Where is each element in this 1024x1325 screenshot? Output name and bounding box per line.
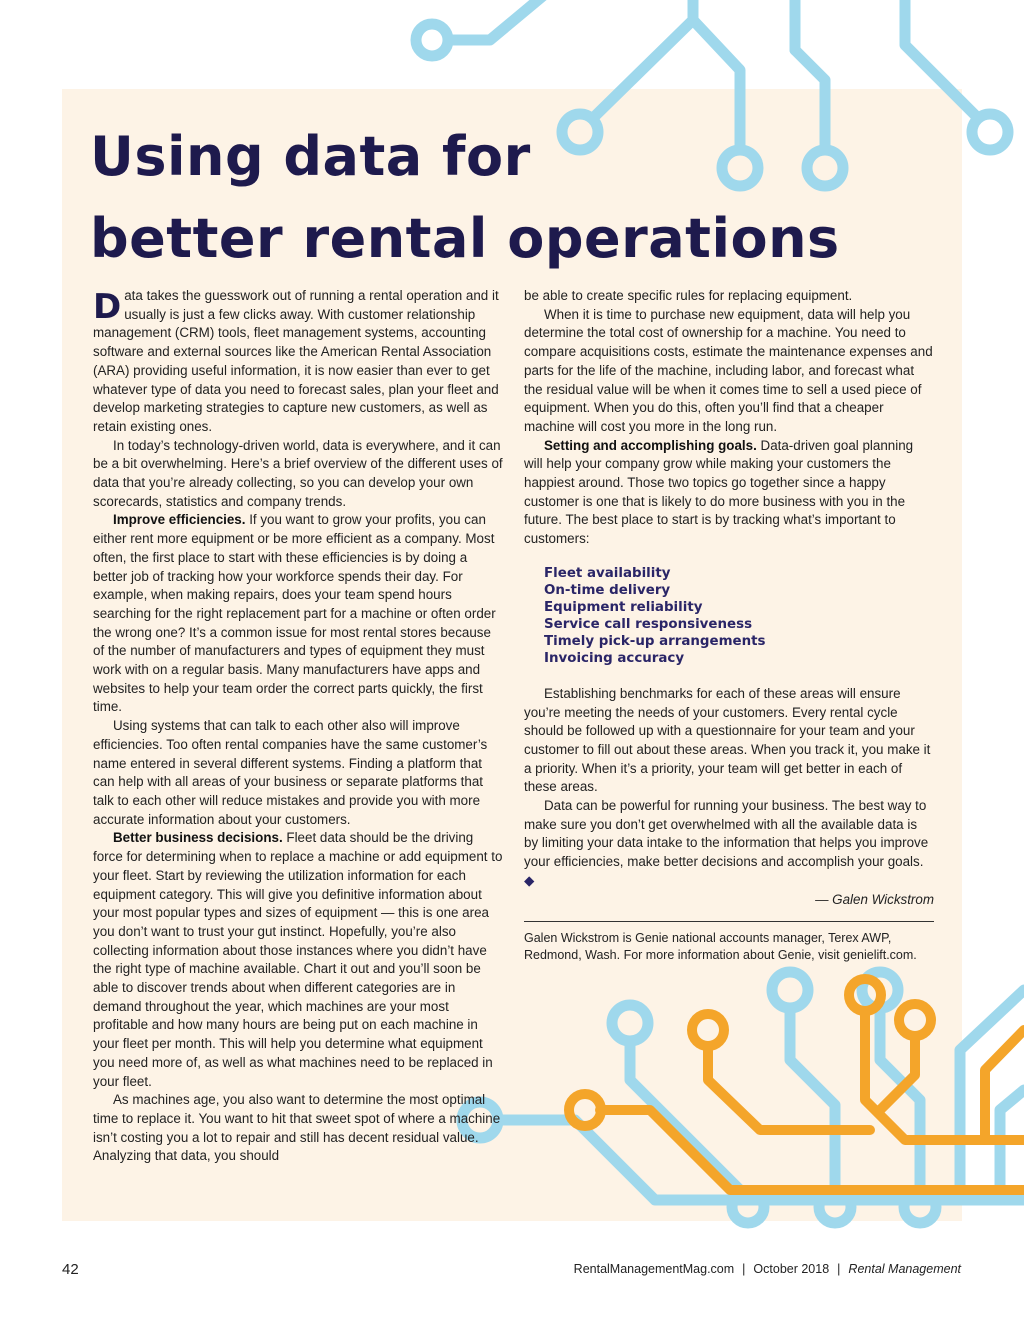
article-title-line-1: Using data for <box>90 125 531 188</box>
circuit-trace <box>630 1041 740 1190</box>
paragraph-text: Data can be powerful for running your business. The best way to make sure you don’t get overwhelmed with all the available data is by limiting your data intake to the information that helps you improve your efficiencies, make better decisions and accomplish your goals. <box>524 798 929 870</box>
paragraph: be able to create specific rules for replacing equipment. <box>524 288 853 303</box>
circuit-node <box>819 1191 851 1223</box>
end-mark-icon: ◆ <box>524 872 535 888</box>
list-item: Invoicing accuracy <box>544 650 685 666</box>
paragraph: Using systems that can talk to each other also will improve efficiencies. Too often rental companies have the same customer’s name entered in several different systems. Finding a platform that can help with all areas of your business or separate platforms that talk to each other will reduce mistakes and provide you with more accurate information about your customers. <box>93 718 488 827</box>
subheading-decisions: Better business decisions. <box>113 830 283 846</box>
article-title-line-2: better rental operations <box>90 207 840 270</box>
circuit-trace <box>450 0 550 40</box>
list-item: Equipment reliability <box>544 599 703 615</box>
subheading-efficiencies: Improve efficiencies. <box>113 512 246 528</box>
paragraph-text: Fleet data should be the driving force for determining when to replace a machine or add equipment to your fleet. Start by reviewing the utilization information for each equipment category. This will give you definitive information about your most popular types and sizes of equipment — this is one area you don’t want to trust your gut instinct. Hopefully, you’re also collecting information about those instances where you didn’t have the right type of machine available. Chart it out and you’ll soon be able to discover trends about when different categories are in demand throughout the year, which machines are your most profitable and how many hours are being put on each machine in your fleet per month. This will help you determine what equipment you need more of, as well as what machines need to be replaced in your fleet. <box>93 830 503 1089</box>
paragraph-text: Data-driven goal planning will help your company grow while making your customers the happiest around. Those two topics go together since a happy customer is one that is likely to do more business with you in the future. The best place to start is by tracking what’s important to customers: <box>524 437 914 547</box>
paragraph-decisions <box>93 829 503 1091</box>
footer-separator: | <box>742 1262 746 1276</box>
footer-credits <box>574 1262 961 1276</box>
paragraph-text: ata takes the guesswork out of running a rental operation and it usually is just a few clicks away. With customer relationship management (CRM) tools, fleet management systems, accounting software and external sources like the American Rental Association (ARA) providing useful information, it is now easier than ever to get whatever type of data you need to forecast sales, plan your fleet and develop marketing strategies to capture new customers, as well as retain existing ones. <box>93 288 499 434</box>
circuit-trace <box>693 20 740 150</box>
drop-cap: D <box>93 287 122 327</box>
paragraph: Establishing benchmarks for each of these areas will ensure you’re meeting the needs of your customers. Every rental cycle should be followed up with a questionnaire for your team and your customer to fill out about these areas. When you track it, you make it a priority. When it’s a priority, your team will get better in each of these areas. <box>524 685 931 795</box>
goals-list <box>544 565 934 667</box>
circuit-trace <box>790 1008 835 1190</box>
list-item: Timely pick-up arrangements <box>544 633 766 649</box>
list-item: On-time delivery <box>544 582 671 598</box>
paragraph-efficiencies <box>93 511 503 717</box>
article-column-right <box>524 287 934 964</box>
circuit-node <box>732 1191 764 1223</box>
footer-issue: October 2018 <box>753 1262 830 1276</box>
footer-site: RentalManagementMag.com <box>573 1262 735 1276</box>
list-item: Service call responsiveness <box>544 616 753 632</box>
author-signature: — Galen Wickstrom <box>815 891 934 907</box>
footer-magazine: Rental Management <box>848 1262 961 1276</box>
paragraph: As machines age, you also want to determine the most optimal time to replace it. You want to hit that sweet spot of where a machine isn’t costing you a lot to repair and still has decent residual value. Analyzing that data, you should <box>93 1092 501 1164</box>
subheading-goals: Setting and accomplishing goals. <box>544 437 757 453</box>
list-item: Fleet availability <box>544 565 671 581</box>
circuit-node <box>722 150 758 186</box>
paragraph-text: If you want to grow your profits, you can either rent more equipment or be more efficient as a company. Most often, the first place to start with these efficiencies is by doing a better job of tracking how your workforce spends their day. For example, when making repairs, does your team spend hours searching for the right replacement part for a machine or often order the wrong one? It’s a common issue for most rental stores because of the number of manufacturers and types of equipment they must work with on a regular basis. Many manufacturers have apps and websites to help your team order the correct parts quickly, the first time. <box>93 512 496 715</box>
paragraph: In today’s technology-driven world, data is everywhere, and it can be a bit overwhelming. Here’s a brief overview of the different uses of data that you’re already collecting, so you can develop your own scorecards, statistics and company trends. <box>93 437 503 509</box>
circuit-node <box>972 114 1008 150</box>
paragraph-intro <box>93 287 503 437</box>
circuit-node <box>562 114 598 150</box>
paragraph: When it is time to purchase new equipment, data will help you determine the total cost of ownership for a machine. You need to compare acquisitions costs, estimate the maintenance expenses and parts for the life of the machine, including labor, and forecast what the residual value will be when it comes time to sell a used piece of equipment. When you do this, often you’ll find that a cheaper machine will cost you more in the long run. <box>524 306 933 434</box>
author-bio: Galen Wickstrom is Genie national accounts manager, Terex AWP, Redmond, Wash. For more information about Genie, visit genielift.com. <box>524 921 934 964</box>
circuit-trace <box>905 0 975 115</box>
circuit-trace <box>795 50 825 150</box>
page-number: 42 <box>62 1261 79 1278</box>
circuit-node <box>416 24 448 56</box>
circuit-node <box>807 150 843 186</box>
circuit-trace <box>593 0 693 118</box>
paragraph-goals <box>524 437 934 549</box>
paragraph-closing <box>524 797 934 891</box>
article-column-left <box>93 287 503 1166</box>
circuit-node <box>904 1191 936 1223</box>
footer-separator: | <box>837 1262 841 1276</box>
